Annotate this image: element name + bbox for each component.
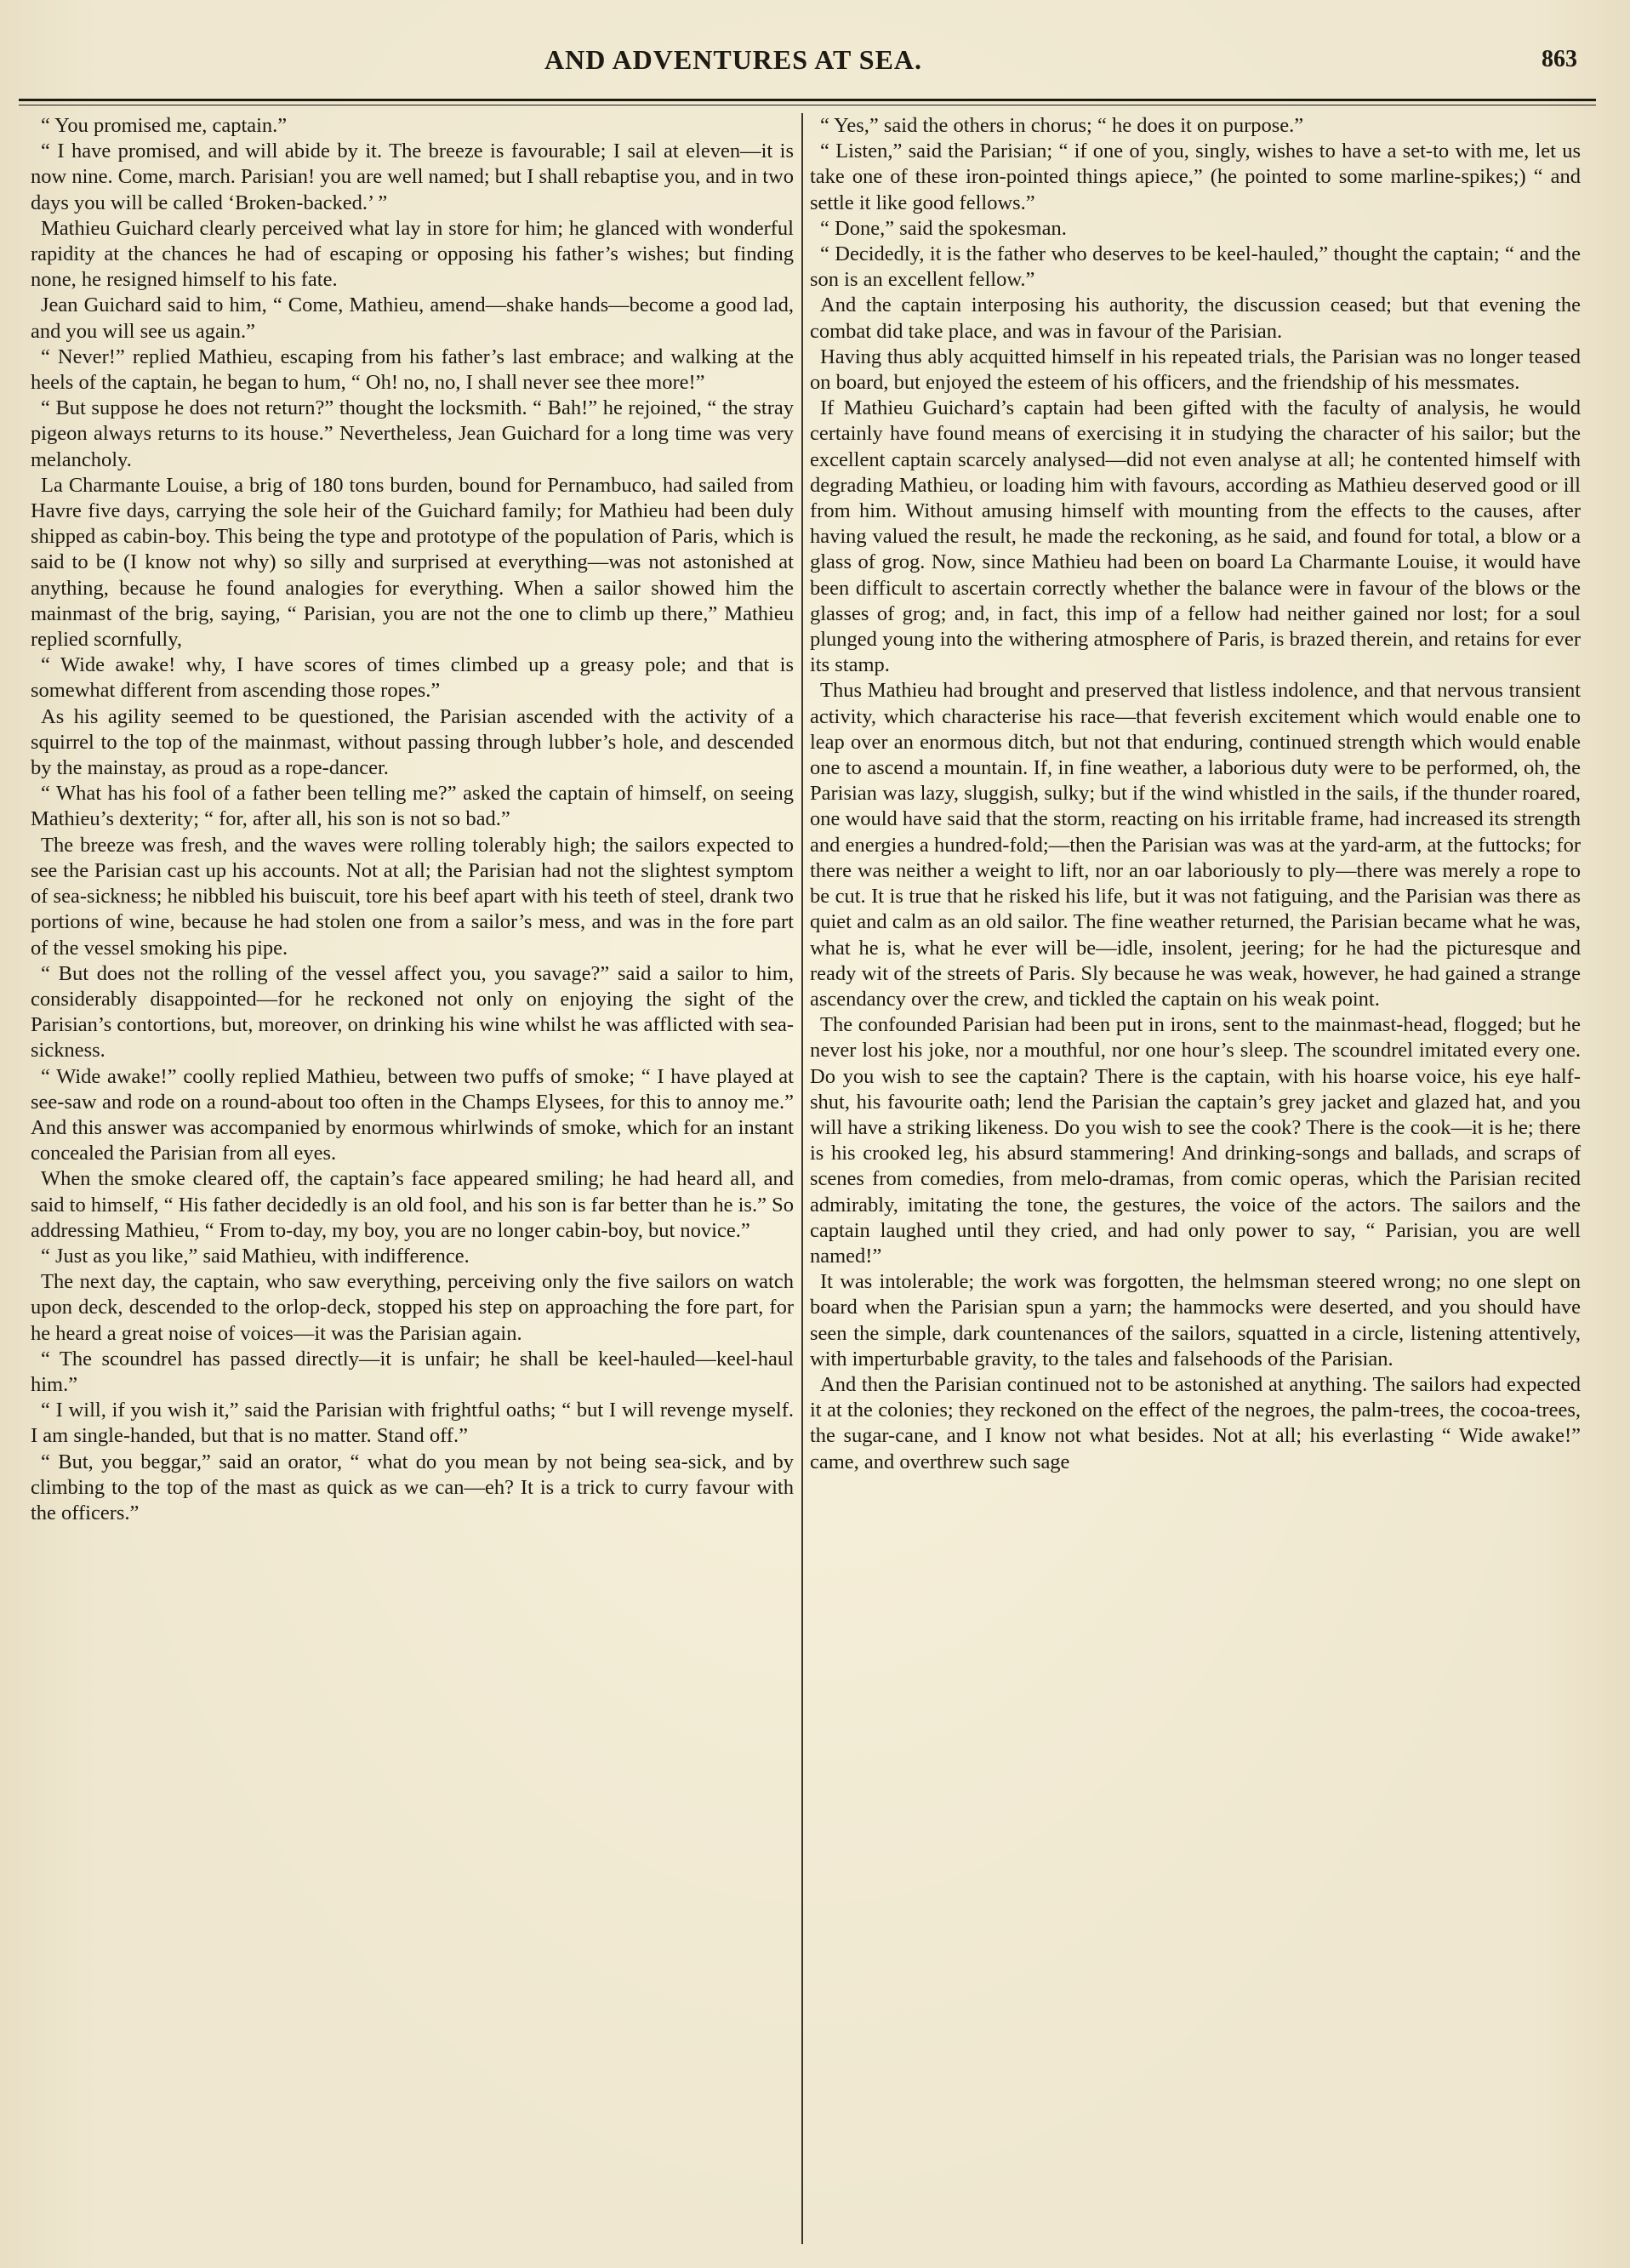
paragraph: And then the Parisian continued not to be astonished at anything. The sailors had expected it at the colonies; they reckoned on the effect of the negroes, the palm-trees, the cocoa-trees, the sugar-cane, and I know not what besides. Not at all; his everlasting “ Wide awake!” came, and overthrew such sage bbox=[810, 1372, 1581, 1473]
paragraph: “ But does not the rolling of the vessel affect you, you savage?” said a sailor to him, considerably disappointed—for he reckoned not only on enjoying the sight of the Parisian’s contortions, but, moreover, on drinking his wine whilst he was afflicted with sea-sickness. bbox=[31, 961, 794, 1063]
paragraph: As his agility seemed to be questioned, the Parisian ascended with the activity of a squirrel to the top of the mainmast, without passing through lubber’s hole, and descended by the mainstay, as proud as a rope-dancer. bbox=[31, 704, 794, 780]
paragraph: “ Listen,” said the Parisian; “ if one of you, singly, wishes to have a set-to with me, let us take one of these iron-pointed things apiece,” (he pointed to some marline-spikes;) “ and settle it like good fellows.” bbox=[810, 140, 1581, 214]
page-number: 863 bbox=[1542, 46, 1577, 72]
paragraph: “ Done,” said the spokesman. bbox=[820, 216, 1067, 240]
paragraph: Thus Mathieu had brought and preserved that listless indolence, and that nervous transient activity, which characterise his race—that feverish excitement which would enable one to leap over an enormous ditch, but not that enduring, continued strength which would enable one to ascend a mountain. If, in fine weather, a laborious duty were to be performed, oh, the Parisian was lazy, sluggish, sulky; but if the wind whistled in the sails, if the thunder roared, one would have said that the storm, reacting on his irritable frame, had increased its strength and energies a hundred-fold;—then the Parisian was was at the yard-arm, at the futtocks; for there was neither a weight to lift, nor an oar laboriously to ply—there was merely a rope to be cut. It is true that he risked his life, but it was not fatiguing, and the Parisian was there as quiet and calm as an old sailor. The fine weather returned, the Parisian became what he was, what he is, what he ever will be—idle, insolent, jeering; for he had the picturesque and ready wit of the streets of Paris. Sly because he was weak, however, he had gained a strange ascendancy over the crew, and tickled the captain on his weak point. bbox=[810, 679, 1581, 1011]
paragraph: “ Decidedly, it is the father who deserves to be keel-hauled,” thought the captain; “ and the son is an excellent fellow.” bbox=[810, 242, 1581, 292]
paragraph: The breeze was fresh, and the waves were rolling tolerably high; the sailors expected to see the Parisian cast up his accounts. Not at all; the Parisian had not the slightest symptom of sea-sickness; he nibbled his buiscuit, tore his beef apart with his teeth of steel, drank two portions of wine, because he had stolen one from a sailor’s mess, and was in the fore part of the vessel smoking his pipe. bbox=[31, 833, 794, 960]
paragraph: When the smoke cleared off, the captain’s face appeared smiling; he had heard all, and said to himself, “ His father decidedly is an old fool, and his son is far better than he is.” So addressing Mathieu, “ From to-day, my boy, you are no longer cabin-boy, but novice.” bbox=[31, 1167, 794, 1242]
right-column bbox=[810, 113, 1581, 2244]
paragraph: “ The scoundrel has passed directly—it is unfair; he shall be keel-hauled—keel-haul him.” bbox=[31, 1347, 794, 1396]
column-divider bbox=[801, 113, 803, 2244]
paragraph: “ But, you beggar,” said an orator, “ what do you mean by not being sea-sick, and by climbing to the top of the mast as quick as we can—eh? It is a trick to curry favour with the officers.” bbox=[31, 1450, 794, 1524]
paragraph: Jean Guichard said to him, “ Come, Mathieu, amend—shake hands—become a good lad, and you will see us again.” bbox=[31, 293, 794, 343]
paragraph: “ Wide awake! why, I have scores of times climbed up a greasy pole; and that is somewhat different from ascending those ropes.” bbox=[31, 653, 794, 703]
running-title: AND ADVENTURES AT SEA. bbox=[544, 44, 923, 75]
paragraph: “ Wide awake!” coolly replied Mathieu, between two puffs of smoke; “ I have played at see-saw and rode on a round-about too often in the Champs Elysees, for this to annoy me.” And this answer was accompanied by enormous whirlwinds of smoke, which for an instant concealed the Parisian from all eyes. bbox=[31, 1064, 794, 1165]
paragraph: Mathieu Guichard clearly perceived what lay in store for him; he glanced with wonderful rapidity at the chances he had of escaping or opposing his father’s wishes; but finding none, he resigned himself to his fate. bbox=[31, 216, 794, 292]
left-column bbox=[31, 113, 794, 2244]
paragraph: “ But suppose he does not return?” thought the locksmith. “ Bah!” he rejoined, “ the stray pigeon always returns to its house.” Nevertheless, Jean Guichard for a long time was very melancholy. bbox=[31, 396, 794, 471]
header-rule bbox=[19, 99, 1596, 101]
paragraph: The confounded Parisian had been put in irons, sent to the mainmast-head, flogged; but he never lost his joke, nor a mouthful, nor one hour’s sleep. The scoundrel imitated every one. Do you wish to see the captain? There is the captain, with his hoarse voice, his eye half-shut, his favourite oath; lend the Parisian the captain’s grey jacket and glazed hat, and you will have a striking likeness. Do you wish to see the cook? There is the cook—it is he; there is his crooked leg, his absurd stammering! And drinking-songs and ballads, and scraps of scenes from comedies, from melo-dramas, from comic operas, which the Parisian recited admirably, imitating the tone, the gestures, the voice of the actors. The sailors and the captain laughed until they cried, and had only power to say, “ Parisian, you are well named!” bbox=[810, 1013, 1581, 1268]
paragraph: It was intolerable; the work was forgotten, the helmsman steered wrong; no one slept on board when the Parisian spun a yarn; the hammocks were deserted, and you should have seen the simple, dark countenances of the sailors, squatted in a circle, listening attentively, with imperturbable gravity, to the tales and falsehoods of the Parisian. bbox=[810, 1270, 1581, 1370]
paragraph: “ I will, if you wish it,” said the Parisian with frightful oaths; “ but I will revenge myself. I am single-handed, but that is no matter. Stand off.” bbox=[31, 1399, 794, 1448]
paragraph: “ You promised me, captain.” bbox=[41, 114, 288, 137]
paragraph: And the captain interposing his authority, the discussion ceased; but that evening the combat did take place, and was in favour of the Parisian. bbox=[810, 293, 1581, 343]
paragraph: “ Yes,” said the others in chorus; “ he does it on purpose.” bbox=[820, 114, 1304, 137]
paragraph: Having thus ably acquitted himself in his repeated trials, the Parisian was no longer teased on board, but enjoyed the esteem of his officers, and the friendship of his messmates. bbox=[810, 345, 1581, 395]
paragraph: If Mathieu Guichard’s captain had been gifted with the faculty of analysis, he would certainly have found means of exercising it in studying the character of his sailor; but the excellent captain scarcely analysed—did not even analyse at all; he contented himself with degrading Mathieu, or loading him with favours, according as Mathieu deserved good or ill from him. Without amusing himself with mounting from the effects to the causes, after having valued the result, he made the reckoning, as he said, and found for total, a blow or a glass of grog. Now, since Mathieu had been on board La Charmante Louise, it would have been difficult to ascertain correctly whether the balance were in favour of the blows or the glasses of grog; and, in fact, this imp of a fellow had neither gained nor lost; for a soul plunged young into the withering atmosphere of Paris, is brazed therein, and retains for ever its stamp. bbox=[810, 396, 1581, 677]
paragraph: The next day, the captain, who saw everything, perceiving only the five sailors on watch upon deck, descended to the orlop-deck, stopped his step on approaching the fore part, for he heard a great noise of voices—it was the Parisian again. bbox=[31, 1270, 794, 1345]
paragraph: “ Just as you like,” said Mathieu, with indifference. bbox=[41, 1244, 470, 1268]
paragraph: “ Never!” replied Mathieu, escaping from his father’s last embrace; and walking at the heels of the captain, he began to hum, “ Oh! no, no, I shall never see thee more!” bbox=[31, 345, 794, 395]
paragraph: La Charmante Louise, a brig of 180 tons burden, bound for Pernambuco, had sailed from Havre five days, carrying the sole heir of the Guichard family; for Mathieu had been duly shipped as cabin-boy. This being the type and prototype of the population of Paris, which is said to be (I know not why) so silly and surprised at everything—was not astonished at anything, because he found analogies for everything. When a sailor showed him the mainmast of the brig, saying, “ Parisian, you are not the one to climb up there,” Mathieu replied scornfully, bbox=[31, 473, 794, 652]
paragraph: “ What has his fool of a father been telling me?” asked the captain of himself, on seeing Mathieu’s dexterity; “ for, after all, his son is not so bad.” bbox=[31, 782, 794, 831]
paragraph: “ I have promised, and will abide by it. The breeze is favourable; I sail at eleven—it is now nine. Come, march. Parisian! you are well named; but I shall rebaptise you, and in two days you will be called ‘Broken-backed.’ ” bbox=[31, 140, 794, 214]
